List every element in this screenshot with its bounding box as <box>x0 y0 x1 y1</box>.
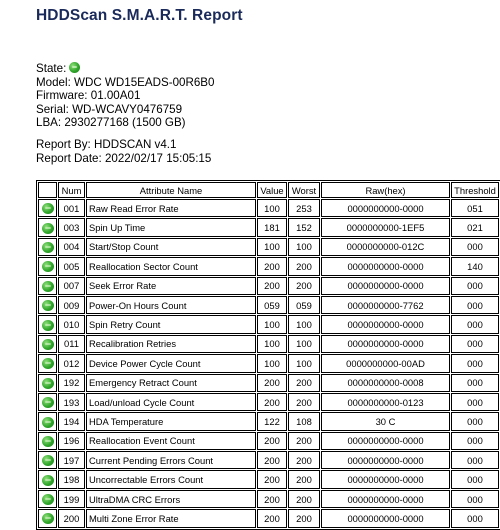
attribute-value: 200 <box>257 277 287 295</box>
attribute-num: 003 <box>58 218 85 236</box>
attribute-raw-hex: 0000000000-0000 <box>321 509 450 527</box>
ok-status-icon <box>42 300 54 311</box>
attribute-raw-hex: 0000000000-0000 <box>321 470 450 488</box>
table-row <box>38 315 499 333</box>
attribute-threshold: 000 <box>451 393 499 411</box>
status-cell <box>38 412 57 430</box>
attribute-value: 100 <box>257 315 287 333</box>
column-header-raw-hex: Raw(hex) <box>321 182 450 198</box>
attribute-value: 200 <box>257 393 287 411</box>
report-date: Report Date: 2022/02/17 15:05:15 <box>36 151 212 165</box>
attribute-raw-hex: 0000000000-0000 <box>321 335 450 353</box>
attribute-threshold: 000 <box>451 277 499 295</box>
table-row <box>38 374 499 392</box>
attribute-worst: 059 <box>288 296 320 314</box>
column-header-threshold: Threshold <box>451 182 499 198</box>
attribute-raw-hex: 0000000000-0123 <box>321 393 450 411</box>
table-body <box>38 199 499 528</box>
attribute-name: Reallocation Event Count <box>86 432 256 450</box>
attribute-threshold: 000 <box>451 238 499 256</box>
attribute-value: 100 <box>257 199 287 217</box>
attribute-num: 001 <box>58 199 85 217</box>
status-cell <box>38 374 57 392</box>
device-info <box>36 62 214 130</box>
attribute-value: 200 <box>257 490 287 508</box>
attribute-value: 200 <box>257 257 287 275</box>
table-header-row <box>38 182 499 198</box>
attribute-num: 194 <box>58 412 85 430</box>
report-title: HDDScan S.M.A.R.T. Report <box>36 7 243 24</box>
table-row <box>38 509 499 527</box>
attribute-threshold: 000 <box>451 451 499 469</box>
status-cell <box>38 354 57 372</box>
attribute-raw-hex: 0000000000-0000 <box>321 257 450 275</box>
ok-status-icon <box>42 436 54 447</box>
attribute-num: 200 <box>58 509 85 527</box>
attribute-value: 200 <box>257 432 287 450</box>
ok-status-icon <box>42 320 54 331</box>
attribute-raw-hex: 0000000000-0008 <box>321 374 450 392</box>
table-row <box>38 451 499 469</box>
attribute-raw-hex: 0000000000-0000 <box>321 451 450 469</box>
attribute-raw-hex: 0000000000-0000 <box>321 432 450 450</box>
column-header-value: Value <box>257 182 287 198</box>
attribute-threshold: 000 <box>451 490 499 508</box>
attribute-name: Uncorrectable Errors Count <box>86 470 256 488</box>
status-cell <box>38 257 57 275</box>
status-cell <box>38 393 57 411</box>
attribute-num: 193 <box>58 393 85 411</box>
attribute-threshold: 021 <box>451 218 499 236</box>
table-row <box>38 277 499 295</box>
attribute-threshold: 000 <box>451 335 499 353</box>
attribute-num: 198 <box>58 470 85 488</box>
attribute-name: Seek Error Rate <box>86 277 256 295</box>
column-header-num: Num <box>58 182 85 198</box>
attribute-num: 196 <box>58 432 85 450</box>
attribute-worst: 200 <box>288 374 320 392</box>
attribute-name: UltraDMA CRC Errors <box>86 490 256 508</box>
status-cell <box>38 509 57 527</box>
attribute-worst: 108 <box>288 412 320 430</box>
status-cell <box>38 451 57 469</box>
status-cell <box>38 315 57 333</box>
attribute-name: Device Power Cycle Count <box>86 354 256 372</box>
attribute-threshold: 000 <box>451 470 499 488</box>
attribute-worst: 100 <box>288 315 320 333</box>
attribute-num: 012 <box>58 354 85 372</box>
report-meta <box>36 138 211 165</box>
table-row <box>38 257 499 275</box>
table-row <box>38 238 499 256</box>
attribute-worst: 200 <box>288 451 320 469</box>
attribute-value: 059 <box>257 296 287 314</box>
attribute-raw-hex: 0000000000-1EF5 <box>321 218 450 236</box>
attribute-name: Emergency Retract Count <box>86 374 256 392</box>
column-header-attribute-name: Attribute Name <box>86 182 256 198</box>
attribute-name: Start/Stop Count <box>86 238 256 256</box>
ok-status-icon <box>42 261 54 272</box>
column-header-worst: Worst <box>288 182 320 198</box>
attribute-value: 181 <box>257 218 287 236</box>
report-by: Report By: HDDSCAN v4.1 <box>36 138 177 151</box>
lba-line: LBA: 2930277168 (1500 GB) <box>36 116 186 129</box>
status-cell <box>38 470 57 488</box>
attribute-value: 100 <box>257 335 287 353</box>
attribute-worst: 100 <box>288 335 320 353</box>
table-row <box>38 335 499 353</box>
ok-status-icon <box>42 475 54 486</box>
attribute-name: Reallocation Sector Count <box>86 257 256 275</box>
ok-status-icon <box>42 378 54 389</box>
table-row <box>38 199 499 217</box>
status-cell <box>38 432 57 450</box>
attribute-threshold: 140 <box>451 257 499 275</box>
attribute-raw-hex: 0000000000-0000 <box>321 277 450 295</box>
attribute-raw-hex: 0000000000-7762 <box>321 296 450 314</box>
attribute-worst: 200 <box>288 277 320 295</box>
ok-status-icon <box>42 397 54 408</box>
attribute-name: Spin Up Time <box>86 218 256 236</box>
attribute-worst: 152 <box>288 218 320 236</box>
attribute-threshold: 000 <box>451 315 499 333</box>
attribute-threshold: 000 <box>451 432 499 450</box>
attribute-name: Spin Retry Count <box>86 315 256 333</box>
attribute-worst: 200 <box>288 490 320 508</box>
attribute-value: 200 <box>257 470 287 488</box>
table-row <box>38 432 499 450</box>
ok-status-icon <box>42 417 54 428</box>
attribute-value: 122 <box>257 412 287 430</box>
ok-status-icon <box>42 455 54 466</box>
attribute-num: 010 <box>58 315 85 333</box>
attribute-name: Power-On Hours Count <box>86 296 256 314</box>
ok-status-icon <box>69 62 80 73</box>
status-cell <box>38 238 57 256</box>
attribute-worst: 200 <box>288 393 320 411</box>
model-line: Model: WDC WD15EADS-00R6B0 <box>36 75 215 89</box>
attribute-name: Raw Read Error Rate <box>86 199 256 217</box>
attribute-worst: 200 <box>288 432 320 450</box>
table-row <box>38 490 499 508</box>
attribute-name: Multi Zone Error Rate <box>86 509 256 527</box>
table-row <box>38 354 499 372</box>
attribute-value: 100 <box>257 238 287 256</box>
attribute-raw-hex: 0000000000-0000 <box>321 199 450 217</box>
table-row <box>38 296 499 314</box>
attribute-raw-hex: 0000000000-0000 <box>321 490 450 508</box>
ok-status-icon <box>42 242 54 253</box>
attribute-raw-hex: 0000000000-00AD <box>321 354 450 372</box>
attribute-raw-hex: 0000000000-012C <box>321 238 450 256</box>
attribute-threshold: 000 <box>451 374 499 392</box>
ok-status-icon <box>42 513 54 524</box>
attribute-num: 011 <box>58 335 85 353</box>
attribute-name: Load/unload Cycle Count <box>86 393 256 411</box>
table-row <box>38 412 499 430</box>
attribute-name: Current Pending Errors Count <box>86 451 256 469</box>
attribute-worst: 200 <box>288 257 320 275</box>
state-line <box>36 62 214 76</box>
table-row <box>38 470 499 488</box>
ok-status-icon <box>42 339 54 350</box>
attribute-raw-hex: 30 C <box>321 412 450 430</box>
attribute-num: 197 <box>58 451 85 469</box>
table-row <box>38 218 499 236</box>
status-cell <box>38 218 57 236</box>
column-header-status <box>38 182 57 198</box>
attribute-value: 200 <box>257 451 287 469</box>
ok-status-icon <box>42 281 54 292</box>
ok-status-icon <box>42 494 54 505</box>
table-row <box>38 393 499 411</box>
ok-status-icon <box>42 223 54 234</box>
attribute-raw-hex: 0000000000-0000 <box>321 315 450 333</box>
attribute-value: 200 <box>257 374 287 392</box>
attribute-num: 005 <box>58 257 85 275</box>
attribute-name: HDA Temperature <box>86 412 256 430</box>
state-label: State: <box>36 62 67 75</box>
attribute-worst: 100 <box>288 354 320 372</box>
attribute-threshold: 000 <box>451 412 499 430</box>
attribute-name: Recalibration Retries <box>86 335 256 353</box>
attribute-num: 199 <box>58 490 85 508</box>
attribute-worst: 253 <box>288 199 320 217</box>
attribute-worst: 100 <box>288 238 320 256</box>
attribute-worst: 200 <box>288 509 320 527</box>
status-cell <box>38 490 57 508</box>
status-cell <box>38 296 57 314</box>
smart-attributes-table <box>36 180 500 530</box>
attribute-threshold: 000 <box>451 354 499 372</box>
attribute-num: 004 <box>58 238 85 256</box>
attribute-threshold: 000 <box>451 296 499 314</box>
firmware-line: Firmware: 01.00A01 <box>36 89 141 102</box>
status-cell <box>38 277 57 295</box>
attribute-num: 192 <box>58 374 85 392</box>
attribute-value: 100 <box>257 354 287 372</box>
ok-status-icon <box>42 203 54 214</box>
ok-status-icon <box>42 358 54 369</box>
attribute-threshold: 000 <box>451 509 499 527</box>
attribute-num: 009 <box>58 296 85 314</box>
attribute-num: 007 <box>58 277 85 295</box>
attribute-threshold: 051 <box>451 199 499 217</box>
status-cell <box>38 199 57 217</box>
serial-line: Serial: WD-WCAVY0476759 <box>36 102 183 116</box>
attribute-value: 200 <box>257 509 287 527</box>
status-cell <box>38 335 57 353</box>
attribute-worst: 200 <box>288 470 320 488</box>
